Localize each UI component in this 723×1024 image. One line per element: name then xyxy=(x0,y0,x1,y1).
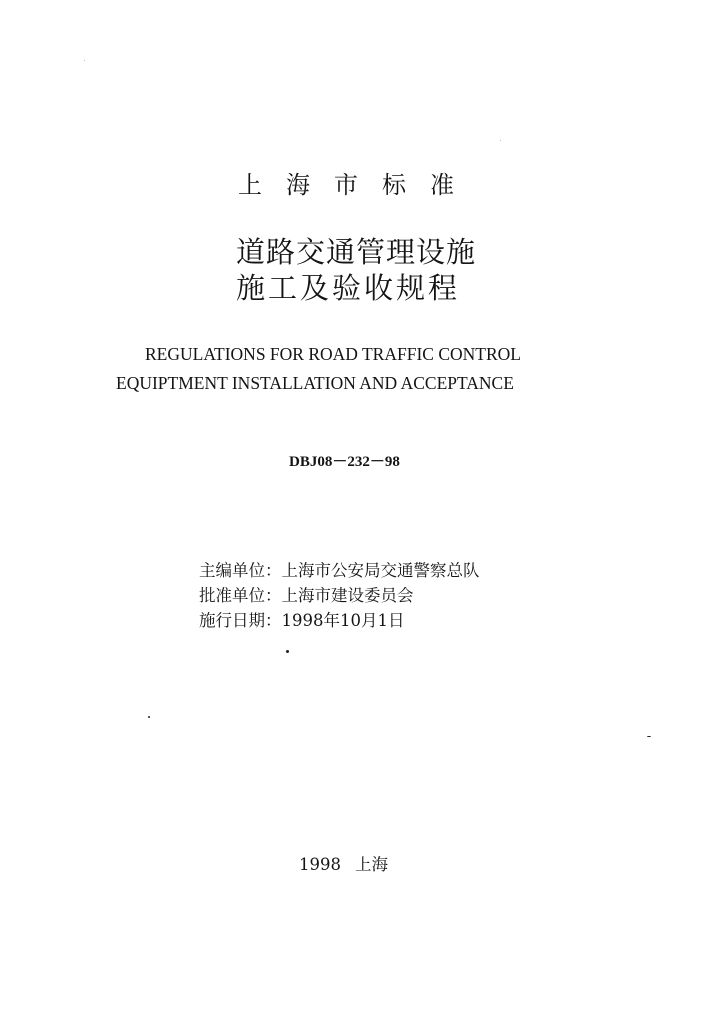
chief-editor-unit: 主编单位：上海市公安局交通警察总队 xyxy=(199,561,480,580)
footer-year: 1998 xyxy=(299,855,341,874)
effective-date: 施行日期：1998年10月1日 xyxy=(199,611,405,630)
approval-unit: 批准单位：上海市建设委员会 xyxy=(199,586,414,605)
english-title-line-1: REGULATIONS FOR ROAD TRAFFIC CONTROL xyxy=(145,344,521,364)
english-title-line-2: EQUIPTMENT INSTALLATION AND ACCEPTANCE xyxy=(116,373,514,393)
standard-code: DBJ08－232－98 xyxy=(289,454,400,470)
scan-speck xyxy=(148,716,150,718)
chinese-title-line-2: 施工及验收规程 xyxy=(236,271,461,305)
chinese-title-line-1: 道路交通管理设施 xyxy=(236,235,477,269)
scan-speck xyxy=(84,60,85,61)
scan-speck xyxy=(286,650,289,653)
footer-city: 上海 xyxy=(355,855,388,874)
standard-heading: 上海市标准 xyxy=(238,171,478,199)
scan-speck xyxy=(500,140,501,141)
footer-line xyxy=(299,854,388,876)
scan-speck xyxy=(647,736,651,737)
